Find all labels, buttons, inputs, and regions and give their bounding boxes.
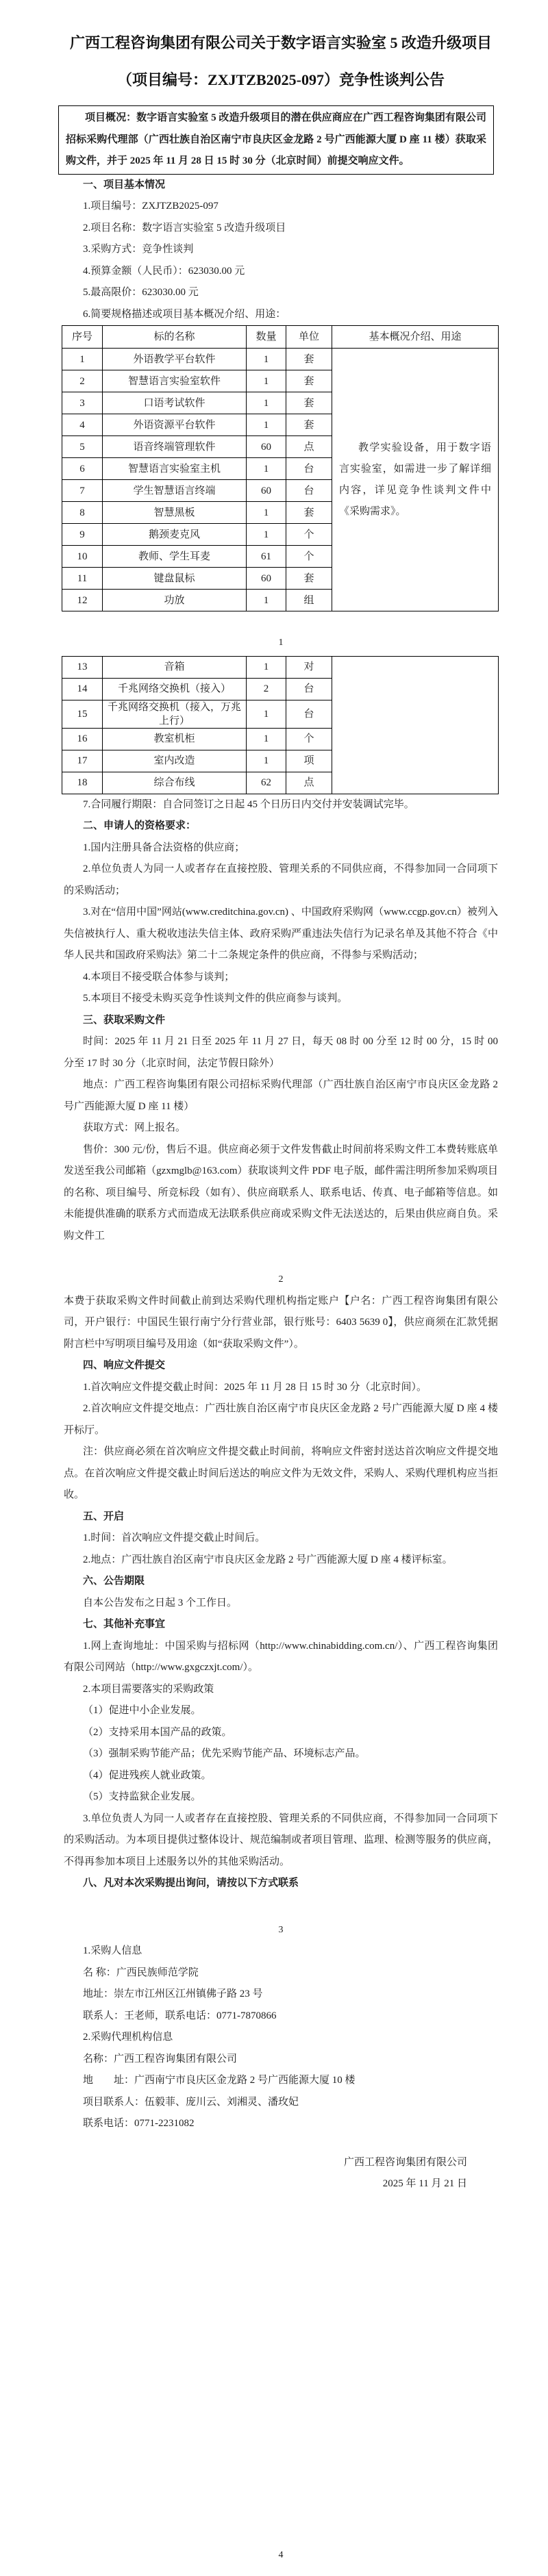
paragraph: 2.单位负责人为同一人或者存在直接控股、管理关系的不同供应商，不得参加同一合同项下的采购活动；: [64, 863, 498, 896]
table-row: [62, 656, 499, 678]
table-cell: 1: [247, 750, 286, 772]
table-header-cell: 数量: [247, 326, 286, 349]
document-title: [64, 25, 498, 99]
table-cell: 语音终端管理软件: [103, 436, 247, 458]
table-cell: 12: [62, 590, 103, 611]
signature-line: 2025 年 11 月 21 日: [382, 2178, 467, 2189]
table-cell: 套: [286, 349, 332, 370]
paragraph: 自本公告发布之日起 3 个工作日。: [83, 1597, 238, 1608]
merged-note-cell: 教学实验设备，用于数字语言实验室，如需进一步了解详细内容，详见竞争性谈判文件中《采购需求》。: [332, 349, 499, 611]
paragraph: （3）强制采购节能产品；优先采购节能产品、环境标志产品。: [83, 1748, 366, 1759]
paragraph: 名 称：广西民族师范学院: [83, 1967, 199, 1978]
table-cell: 60: [247, 436, 286, 458]
table-cell: 18: [62, 772, 103, 794]
paragraph: 7.合同履行期限：自合同签订之日起 45 个日历日内交付并安装调试完毕。: [83, 798, 414, 810]
table-cell: 2: [62, 370, 103, 392]
table-cell: 个: [286, 728, 332, 750]
table-cell: 对: [286, 656, 332, 678]
page-number: 1: [278, 637, 284, 648]
table-cell: 套: [286, 414, 332, 436]
table-cell: 教师、学生耳麦: [103, 546, 247, 568]
table-cell: 60: [247, 568, 286, 590]
paragraph: 获取方式：网上报名。: [83, 1122, 186, 1133]
table-cell: 1: [247, 502, 286, 524]
table-cell: 4: [62, 414, 103, 436]
table-cell: 6: [62, 458, 103, 480]
project-overview-box: [58, 105, 494, 175]
paragraph: 5.本项目不接受未购买竞争性谈判文件的供应商参与谈判。: [83, 993, 348, 1004]
table-cell: 个: [286, 546, 332, 568]
table-cell: 1: [247, 370, 286, 392]
section-heading: 三、获取采购文件: [83, 1014, 166, 1026]
paragraph: 联系人：王老师，联系电话：0771-7870866: [83, 2010, 277, 2021]
paragraph: 2.本项目需要落实的采购政策: [83, 1683, 214, 1695]
paragraph-continuation: 本费于获取采购文件时间截止前到达采购代理机构指定账户【户名：广西工程咨询集团有限公司，开户银行：中国民生银行南宁分行营业部，银行账号：6403 5639 0】，供应商须在汇款凭据附言栏中写明项目编号及用途（如“获取采购文件”）。: [64, 1295, 498, 1350]
paragraph: 2.首次响应文件提交地点：广西壮族自治区南宁市良庆区金龙路 2 号广西能源大厦 D 座 4 楼开标厅。: [64, 1403, 498, 1436]
paragraph: 1.国内注册具备合法资格的供应商；: [83, 842, 245, 853]
table-cell: 鹅颈麦克风: [103, 524, 247, 546]
page-number: 4: [278, 2549, 284, 2560]
goods-table-part2: [62, 656, 499, 794]
table-cell: 套: [286, 568, 332, 590]
section-heading: 八、凡对本次采购提出询问，请按以下方式联系: [83, 1878, 299, 1889]
paragraph: 4.预算金额（人民币）：623030.00 元: [83, 265, 245, 277]
table-cell: 智慧语言实验室主机: [103, 458, 247, 480]
table-cell: 组: [286, 590, 332, 611]
table-cell: 11: [62, 568, 103, 590]
table-cell: 点: [286, 436, 332, 458]
table-cell: 62: [247, 772, 286, 794]
table-cell: 台: [286, 480, 332, 502]
table-cell: 键盘鼠标: [103, 568, 247, 590]
table-cell: 14: [62, 678, 103, 700]
table-cell: 室内改造: [103, 750, 247, 772]
page-number: 2: [278, 1274, 284, 1285]
paragraph: （1）促进中小企业发展。: [83, 1705, 201, 1716]
table-header-cell: 序号: [62, 326, 103, 349]
table-cell: 5: [62, 436, 103, 458]
paragraph: 3.单位负责人为同一人或者存在直接控股、管理关系的不同供应商，不得参加同一合同项下的采购活动。为本项目提供过整体设计、规范编制或者项目管理、监理、检测等服务的供应商，不得再参加本项目上述服务以外的其他采购活动。: [64, 1813, 498, 1867]
paragraph: （4）促进残疾人就业政策。: [83, 1769, 212, 1781]
paragraph: 3.采购方式：竞争性谈判: [83, 244, 194, 255]
paragraph: 2.采购代理机构信息: [83, 2032, 173, 2043]
paragraph: 时间：2025 年 11 月 21 日至 2025 年 11 月 27 日，每天 08 时 00 分至 12 时 00 分，15 时 00 分至 17 时 30 分（北京时间，法定节假日除外）: [64, 1036, 498, 1069]
signature-line: 广西工程咨询集团有限公司: [343, 2156, 467, 2168]
table-cell: 外语资源平台软件: [103, 414, 247, 436]
table-cell: 1: [247, 349, 286, 370]
table-cell: 1: [247, 524, 286, 546]
paragraph: 1.网上查询地址：中国采购与招标网（http://www.chinabidding.com.cn/）、广西工程咨询集团有限公司网站（http://www.gxgczxjt.com/）。: [64, 1640, 498, 1673]
table-cell: 千兆网络交换机（接入，万兆上行）: [103, 700, 247, 728]
table-cell: 项: [286, 750, 332, 772]
section-heading: 一、项目基本情况: [83, 179, 166, 190]
table-cell: 套: [286, 502, 332, 524]
table-cell: 口语考试软件: [103, 392, 247, 414]
table-cell: 套: [286, 392, 332, 414]
paragraph: （2）支持采用本国产品的政策。: [83, 1726, 232, 1738]
table-cell: 功放: [103, 590, 247, 611]
paragraph: 1.项目编号：ZXJTZB2025-097: [83, 201, 219, 212]
table-cell: 1: [247, 414, 286, 436]
table-cell: 千兆网络交换机（接入）: [103, 678, 247, 700]
table-cell: 3: [62, 392, 103, 414]
paragraph: 1.首次响应文件提交截止时间：2025 年 11 月 28 日 15 时 30 分（北京时间）。: [83, 1381, 427, 1393]
paragraph: 名称：广西工程咨询集团有限公司: [83, 2053, 238, 2064]
paragraph: 1.采购人信息: [83, 1945, 142, 1956]
table-cell: 13: [62, 656, 103, 678]
paragraph: 6.简要规格描述或项目基本概况介绍、用途：: [83, 308, 286, 320]
table-header-cell: 单位: [286, 326, 332, 349]
table-cell: 1: [247, 728, 286, 750]
document-title-line1: 广西工程咨询集团有限公司关于数字语言实验室 5 改造升级项目: [69, 34, 492, 51]
table-cell: 8: [62, 502, 103, 524]
table-cell: 7: [62, 480, 103, 502]
table-cell: 15: [62, 700, 103, 728]
table-cell: 教室机柜: [103, 728, 247, 750]
paragraph: 5.最高限价：623030.00 元: [83, 287, 199, 298]
paragraph: 项目联系人：伍毅菲、庞川云、刘湘灵、潘玫妃: [83, 2096, 299, 2108]
project-overview-text: 项目概况：数字语言实验室 5 改造升级项目的潜在供应商应在广西工程咨询集团有限公司招标采购代理部（广西壮族自治区南宁市良庆区金龙路 2 号广西能源大厦 D 座 11 楼）获取采购文件，并于 2025 年 11 月 28 日 15 时 30 分（北京时间）前提交响应文件。: [66, 112, 486, 166]
page-number: 3: [278, 1924, 284, 1935]
table-cell: 个: [286, 524, 332, 546]
table-cell: 台: [286, 458, 332, 480]
table-cell: 智慧黑板: [103, 502, 247, 524]
table-cell: 智慧语言实验室软件: [103, 370, 247, 392]
paragraph: 地址：崇左市江州区江州镇佛子路 23 号: [83, 1988, 263, 1999]
table-cell: 1: [247, 700, 286, 728]
section-heading: 七、其他补充事宜: [83, 1619, 166, 1630]
table-cell: 17: [62, 750, 103, 772]
table-cell: 9: [62, 524, 103, 546]
table-cell: 10: [62, 546, 103, 568]
table-cell: 1: [247, 392, 286, 414]
paragraph: 2.地点：广西壮族自治区南宁市良庆区金龙路 2 号广西能源大厦 D 座 4 楼评标室。: [83, 1554, 453, 1565]
merged-note-cell: [332, 656, 499, 794]
table-cell: 综合布线: [103, 772, 247, 794]
table-row: [62, 349, 499, 370]
table-cell: 套: [286, 370, 332, 392]
section-heading: 四、响应文件提交: [83, 1360, 166, 1371]
paragraph: 联系电话：0771-2231082: [83, 2118, 195, 2129]
table-cell: 音箱: [103, 656, 247, 678]
section-heading: 五、开启: [83, 1511, 125, 1522]
goods-table-part1: [62, 325, 499, 611]
document-body: [64, 175, 498, 2566]
table-cell: 1: [247, 656, 286, 678]
paragraph: （5）支持监狱企业发展。: [83, 1791, 201, 1802]
paragraph: 注：供应商必须在首次响应文件提交截止时间前，将响应文件密封送达首次响应文件提交地点。在首次响应文件提交截止时间后送达的响应文件为无效文件，采购人、采购代理机构应当拒收。: [64, 1446, 498, 1500]
table-cell: 1: [247, 590, 286, 611]
table-cell: 1: [247, 458, 286, 480]
table-cell: 60: [247, 480, 286, 502]
paragraph: 售价：300 元/份，售后不退。供应商必须于文件发售截止时间前将采购文件工本费转账底单发送至我公司邮箱（gzxmglb@163.com）获取谈判文件 PDF 电子版，邮件需注明所参加采购项目的名称、项目编号、所竞标段（如有）、供应商联系人、联系电话、传真、电子邮箱等信息。如未能提供准确的联系方式而造成无法联系供应商或采购文件无法送达的，后果由供应商自负。采购文件工: [64, 1144, 498, 1241]
paragraph: 3.对在“信用中国”网站(www.creditchina.gov.cn) 、中国政府采购网（www.ccgp.gov.cn）被列入失信被执行人、重大税收违法失信主体、政府采购严重违法失信行为记录名单及其他不符合《中华人民共和国政府采购法》第二十二条规定条件的供应商，不得参与采购活动；: [64, 907, 498, 961]
paragraph: 2.项目名称：数字语言实验室 5 改造升级项目: [83, 222, 286, 233]
paragraph: 地 址：广西南宁市良庆区金龙路 2 号广西能源大厦 10 楼: [83, 2075, 356, 2086]
table-cell: 16: [62, 728, 103, 750]
table-cell: 61: [247, 546, 286, 568]
table-cell: 外语教学平台软件: [103, 349, 247, 370]
table-cell: 1: [62, 349, 103, 370]
paragraph: 4.本项目不接受联合体参与谈判；: [83, 971, 235, 983]
document-title-line2: （项目编号：ZXJTZB2025-097）竞争性谈判公告: [117, 71, 445, 88]
table-header-cell: 基本概况介绍、用途: [332, 326, 499, 349]
table-cell: 台: [286, 700, 332, 728]
table-cell: 2: [247, 678, 286, 700]
table-cell: 点: [286, 772, 332, 794]
table-cell: 台: [286, 678, 332, 700]
paragraph: 1.时间：首次响应文件提交截止时间后。: [83, 1532, 266, 1543]
table-cell: 学生智慧语言终端: [103, 480, 247, 502]
table-header-cell: 标的名称: [103, 326, 247, 349]
paragraph: 地点：广西工程咨询集团有限公司招标采购代理部（广西壮族自治区南宁市良庆区金龙路 2 号广西能源大厦 D 座 11 楼）: [64, 1079, 498, 1112]
section-heading: 二、申请人的资格要求：: [83, 820, 197, 831]
section-heading: 六、公告期限: [83, 1576, 145, 1587]
